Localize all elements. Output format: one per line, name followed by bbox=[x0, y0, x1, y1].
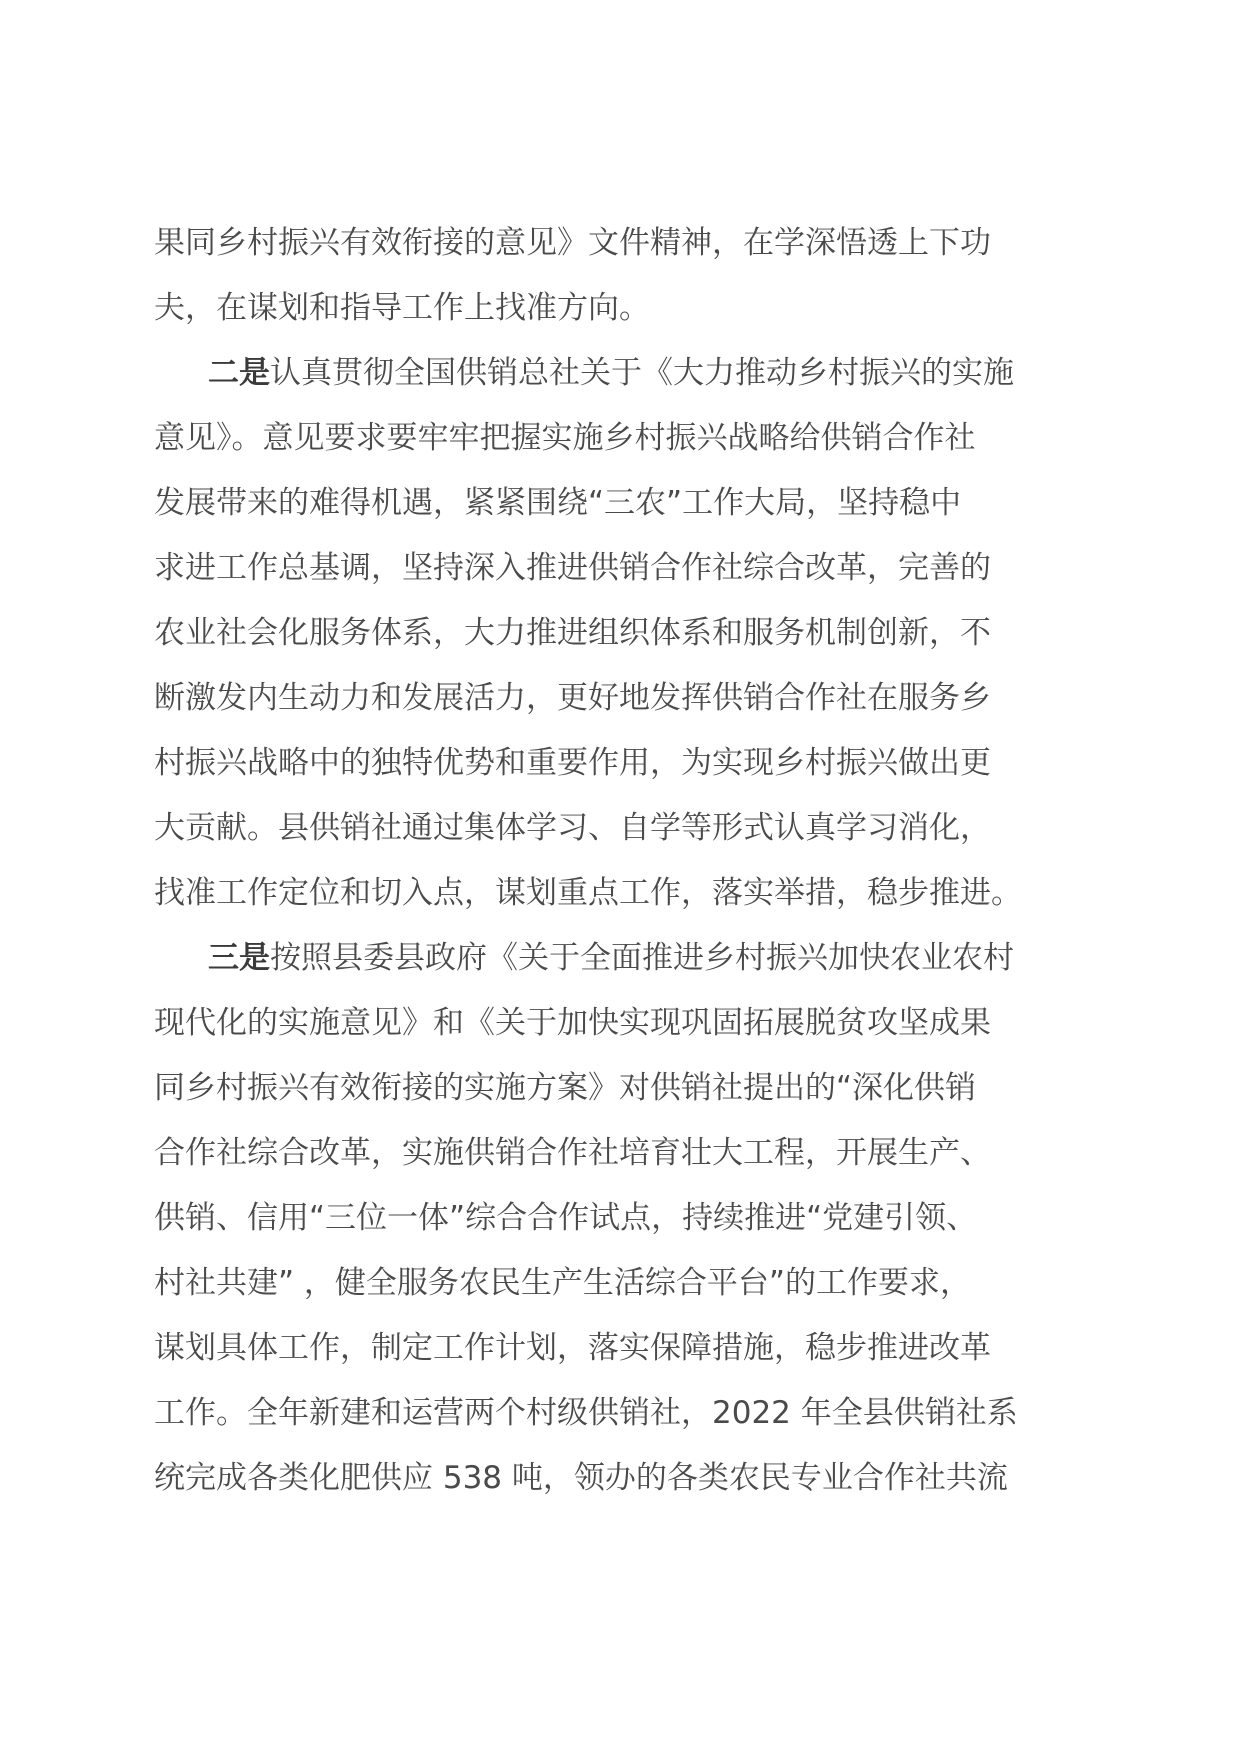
text-line: 村振兴战略中的独特优势和重要作用，为实现乡村振兴做出更 bbox=[154, 745, 991, 781]
paragraph-start-line bbox=[154, 933, 1094, 998]
text-line: 求进工作总基调，坚持深入推进供销合作社综合改革，完善的 bbox=[154, 550, 991, 586]
body-text bbox=[154, 218, 1094, 1518]
text-line: 断激发内生动力和发展活力，更好地发挥供销合作社在服务乡 bbox=[154, 680, 991, 716]
paragraph-start-line bbox=[154, 348, 1094, 413]
text-line: 农业社会化服务体系，大力推进组织体系和服务机制创新，不 bbox=[154, 615, 991, 651]
text-line: 发展带来的难得机遇，紧紧围绕“三农”工作大局，坚持稳中 bbox=[154, 485, 962, 521]
text-span: 按照县委县政府《关于全面推进乡村振兴加快农业农村 bbox=[270, 940, 1014, 976]
text-line: 同乡村振兴有效衔接的实施方案》对供销社提出的“深化供销 bbox=[154, 1070, 977, 1106]
text-line: 夫，在谋划和指导工作上找准方向。 bbox=[154, 290, 650, 326]
text-span: 认真贯彻全国供销总社关于《大力推动乡村振兴的实施 bbox=[270, 355, 1014, 391]
paragraph-lead: 二是 bbox=[208, 355, 270, 391]
text-line: 统完成各类化肥供应 538 吨，领办的各类农民专业合作社共流 bbox=[154, 1460, 1008, 1496]
text-line: 意见》。意见要求要牢牢把握实施乡村振兴战略给供销合作社 bbox=[154, 420, 976, 456]
text-line: 找准工作定位和切入点，谋划重点工作，落实举措，稳步推进。 bbox=[154, 875, 1022, 911]
text-line: 合作社综合改革，实施供销合作社培育壮大工程，开展生产、 bbox=[154, 1135, 991, 1171]
text-line: 果同乡村振兴有效衔接的意见》文件精神，在学深悟透上下功 bbox=[154, 225, 991, 261]
text-line: 供销、信用“三位一体”综合合作试点，持续推进“党建引领、 bbox=[154, 1200, 978, 1236]
text-line: 村社共建” ，健全服务农民生产生活综合平台”的工作要求， bbox=[154, 1265, 971, 1301]
text-line: 谋划具体工作，制定工作计划，落实保障措施，稳步推进改革 bbox=[154, 1330, 991, 1366]
text-line: 工作。全年新建和运营两个村级供销社，2022 年全县供销社系 bbox=[154, 1395, 1018, 1431]
paragraph-lead: 三是 bbox=[208, 940, 270, 976]
text-line: 大贡献。县供销社通过集体学习、自学等形式认真学习消化， bbox=[154, 810, 991, 846]
text-line: 现代化的实施意见》和《关于加快实现巩固拓展脱贫攻坚成果 bbox=[154, 1005, 991, 1041]
